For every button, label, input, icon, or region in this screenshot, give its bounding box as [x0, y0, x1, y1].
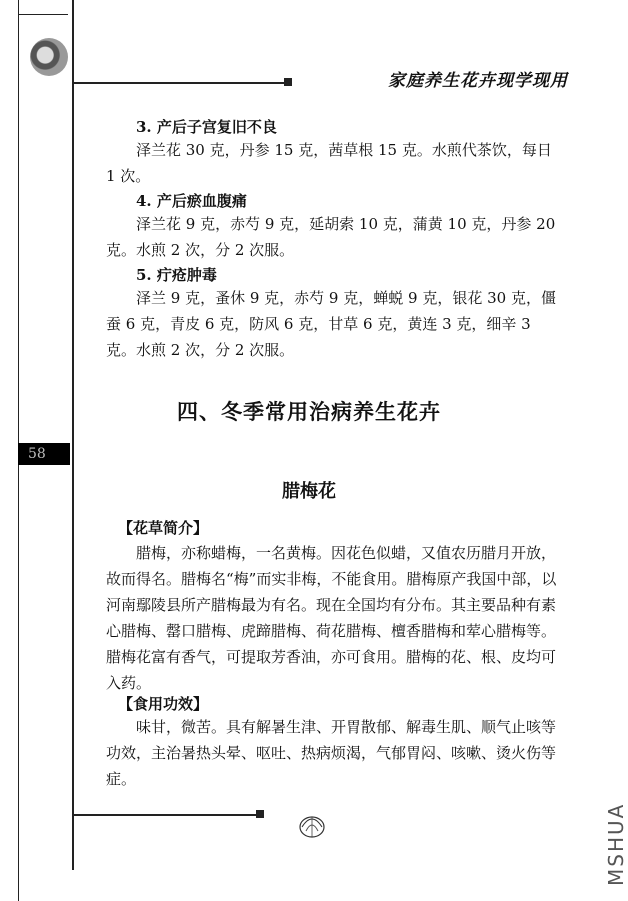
effects-label: 【食用功效】: [118, 695, 209, 713]
intro-label: 【花草简介】: [118, 519, 209, 537]
section-title: 四、冬季常用治病养生花卉: [177, 399, 441, 424]
item-heading: 5. 疔疮肿毒: [136, 266, 217, 284]
watermark-text: MSHUA: [604, 802, 628, 886]
header-title: 家庭养生花卉现学现用: [388, 71, 568, 91]
item-text: 泽兰花 9 克，赤芍 9 克，延胡索 10 克，蒲黄 10 克，丹参 20 克。水煎 2 次，分 2 次服。: [106, 215, 556, 259]
page-number: 58: [18, 443, 70, 465]
watermark: [580, 786, 628, 886]
flower-name: 腊梅花: [282, 481, 336, 502]
effects-text: 味甘，微苦。具有解暑生津、开胃散郁、解毒生肌、顺气止咳等功效，主治暑热头晕、呕吐、热病烦渴，气郁胃闷、咳嗽、烫火伤等症。: [106, 718, 557, 788]
intro-text: 腊梅，亦称蜡梅，一名黄梅。因花色似蜡，又值农历腊月开放，故而得名。腊梅名“梅”而实非梅，不能食用。腊梅原产我国中部，以河南鄢陵县所产腊梅最为有名。现在全国均有分布。其主要品种有素心腊梅、罄口腊梅、虎蹄腊梅、荷花腊梅、檀香腊梅和荤心腊梅等。腊梅花富有香气，可提取芳香油，亦可食用。腊梅的花、根、皮均可入药。: [106, 544, 557, 692]
header-rule-square: [284, 78, 292, 86]
item-heading: 4. 产后瘀血腹痛: [136, 192, 247, 210]
flower-ornament-icon: [292, 805, 332, 841]
header-rule: [74, 82, 288, 84]
item-text: 泽兰 9 克，蚤休 9 克，赤芍 9 克，蝉蜕 9 克，银花 30 克，僵蚕 6 克，青皮 6 克，防风 6 克，甘草 6 克，黄连 3 克，细辛 3 克。水煎 2 次，分 2 次服。: [106, 289, 556, 359]
top-rule: [18, 14, 68, 15]
footer-rule-square: [256, 810, 264, 818]
footer-rule: [74, 814, 260, 816]
left-margin-line: [72, 0, 74, 870]
item-heading: 3. 产后子宫复旧不良: [136, 118, 277, 136]
corner-flower-icon: [30, 38, 68, 76]
item-text: 泽兰花 30 克，丹参 15 克，茜草根 15 克。水煎代茶饮，每日 1 次。: [106, 141, 552, 185]
